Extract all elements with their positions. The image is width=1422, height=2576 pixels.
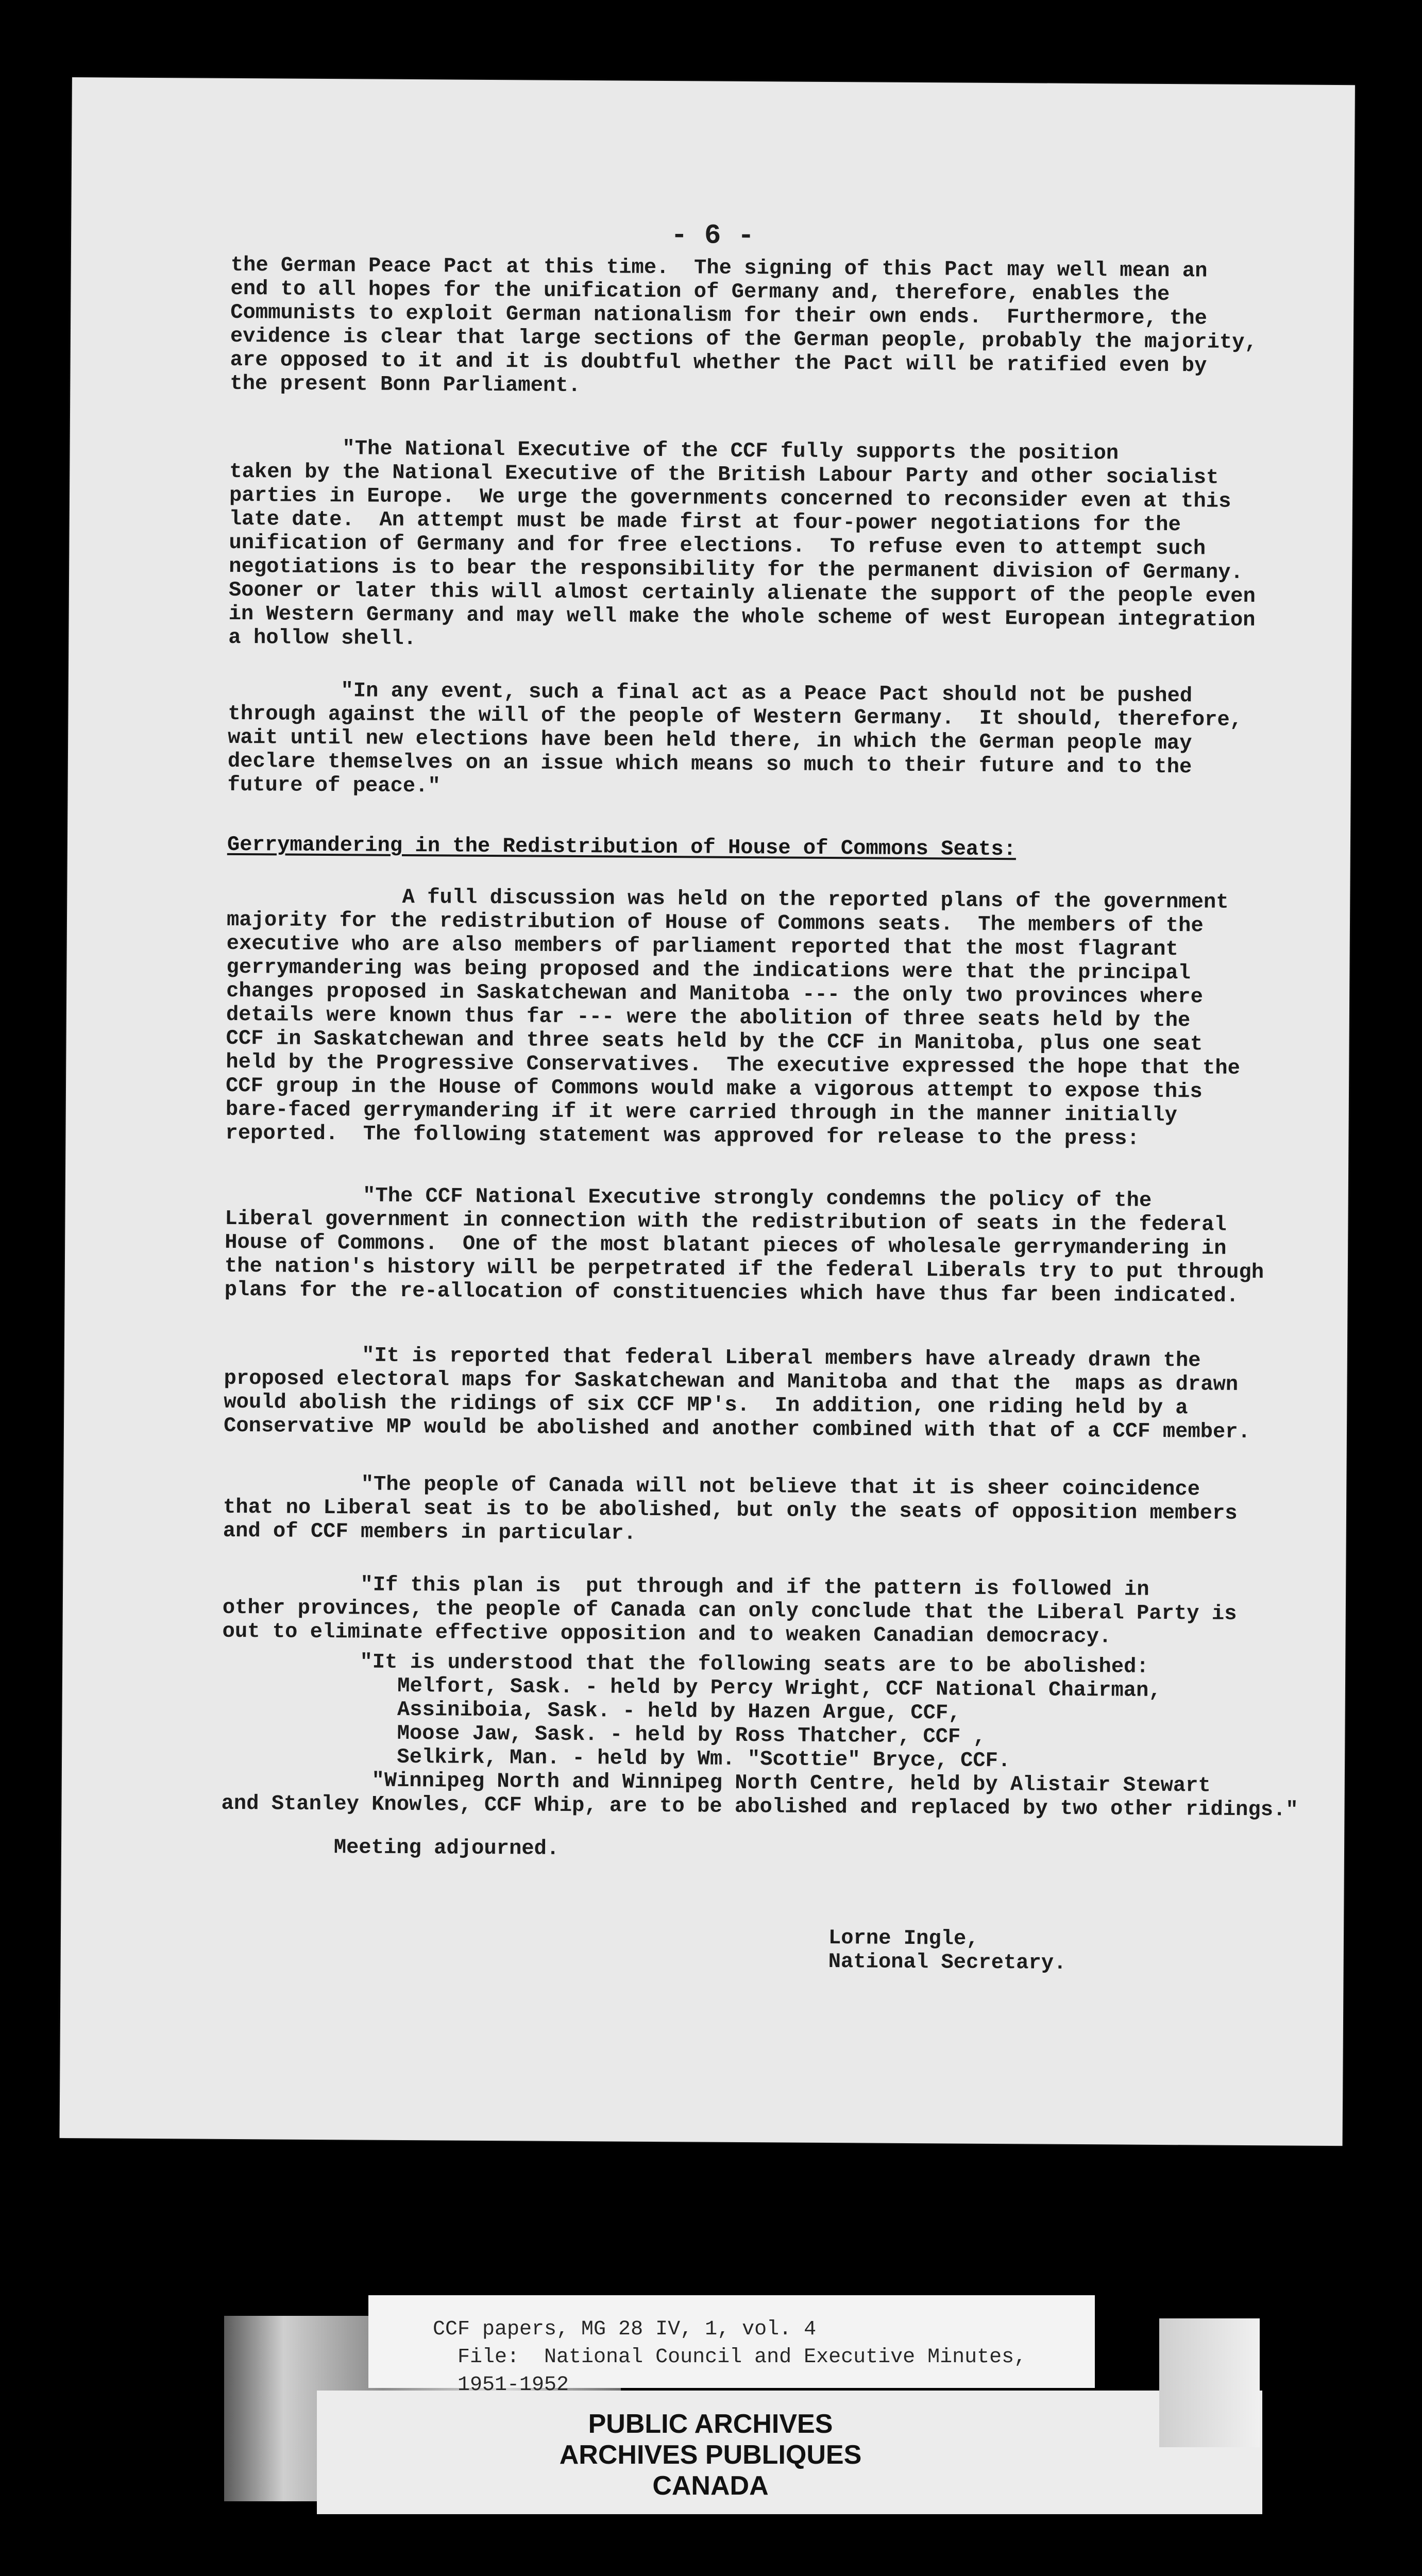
- paragraph-full-discussion: A full discussion was held on the reported plans of the government majority for the redistribution of House of Commons seats. The members of the executive who are also members of parliament reported that the most flagrant gerrymandering was being proposed and the indications were that the principal changes proposed in Saskatchewan and Manitoba --- the only two provinces where details were known thus far --- were the abolition of three seats held by the CCF in Saskatchewan and three seats held by the CCF in Manitoba, plus one seat held by the Progressive Conservatives. The executive expressed the hope that the CCF group in the House of Commons would make a vigorous attempt to expose this bare-faced gerrymandering if it were carried through in the manner initially reported. The following statement was approved for release to the press:: [225, 884, 1241, 1151]
- paragraph-pattern-followed: "If this plan is put through and if the pattern is followed in other provinces, the people of Canada can only conclude that the Liberal Party is out to eliminate effective opposition and to weaken Canadian democracy.: [222, 1572, 1237, 1649]
- paragraph-peace-pact: the German Peace Pact at this time. The signing of this Pact may well mean an end to all hopes for the unification of Germany and, therefore, enables the Communists to exploit German nationalism for their own ends. Furthermore, the evidence is clear that large sections of the German people, probably the majority, are opposed to it and it is doubtful whether the Pact will be ratified even by the present Bonn Parliament.: [230, 253, 1257, 398]
- archive-file-label-text: CCF papers, MG 28 IV, 1, vol. 4 File: National Council and Executive Minutes, 1951-1952: [433, 2318, 1027, 2397]
- archive-stamp-line-3: CANADA: [652, 2471, 769, 2501]
- paragraph-condemns-policy: "The CCF National Executive strongly condemns the policy of the Liberal government in connection with the redistribution of seats in the federal House of Commons. One of the most blatant pieces of wholesale gerrymandering in the nation's history will be perpetrated if the federal Liberals try to put through plans for the re-allocation of constituencies which have thus far been indicated.: [224, 1183, 1264, 1308]
- paragraph-national-executive: "The National Executive of the CCF fully supports the position taken by the National Executive of the British Labour Party and other socialist parties in Europe. We urge the governments concerned to reconsider even at this late date. An attempt must be made first at four-power negotiations for the unification of Germany and for free elections. To refuse even to attempt such negotiations is to bear the responsibility for the permanent division of Germany. Sooner or later this will almost certainly alienate the support of the people even in Western Germany and may well make the whole scheme of west European integration a hollow shell.: [228, 436, 1256, 651]
- page-number: - 6 -: [670, 220, 755, 252]
- document-page: [60, 77, 1355, 2146]
- paragraph-final-act: "In any event, such a final act as a Peace Pact should not be pushed through against the will of the people of Western Germany. It should, therefore, wait until new elections have been held there, in which the German people may declare themselves on an issue which means so much to their future and to the future of peace.": [227, 678, 1243, 799]
- section-heading-gerrymandering: Gerrymandering in the Redistribution of House of Commons Seats:: [227, 833, 1017, 862]
- signature-block: Lorne Ingle, National Secretary.: [828, 1926, 1066, 1975]
- paragraph-electoral-maps: "It is reported that federal Liberal members have already drawn the proposed electoral maps for Saskatchewan and Manitoba and that the maps as drawn would abolish the ridings of six CCF MP's. In addition, one riding held by a Conservative MP would be abolished and another combined with that of a CCF member.: [223, 1343, 1251, 1445]
- paragraph-seats-abolished: "It is understood that the following seats are to be abolished: Melfort, Sask. - held by Percy Wright, CCF National Chairman, Assiniboia, Sask. - held by Hazen Argue, CCF, Moose Jaw, Sask. - held by Ross Thatcher, CCF , Selkirk, Man. - held by Wm. "Scottie" Bryce, CCF. "Winnipeg North and Winnipeg North Centre, held by Alistair Stewart and Stanley Knowles, CCF Whip, are to be abolished and replaced by two other ridings.": [221, 1649, 1298, 1822]
- meeting-adjourned: Meeting adjourned.: [221, 1835, 560, 1861]
- paragraph-coincidence: "The people of Canada will not believe that it is sheer coincidence that no Liberal seat is to be abolished, but only the seats of opposition members and of CCF members in particular.: [223, 1471, 1238, 1546]
- archive-stamp-line-2: ARCHIVES PUBLIQUES: [559, 2440, 862, 2470]
- archive-stamp-line-1: PUBLIC ARCHIVES: [588, 2409, 833, 2439]
